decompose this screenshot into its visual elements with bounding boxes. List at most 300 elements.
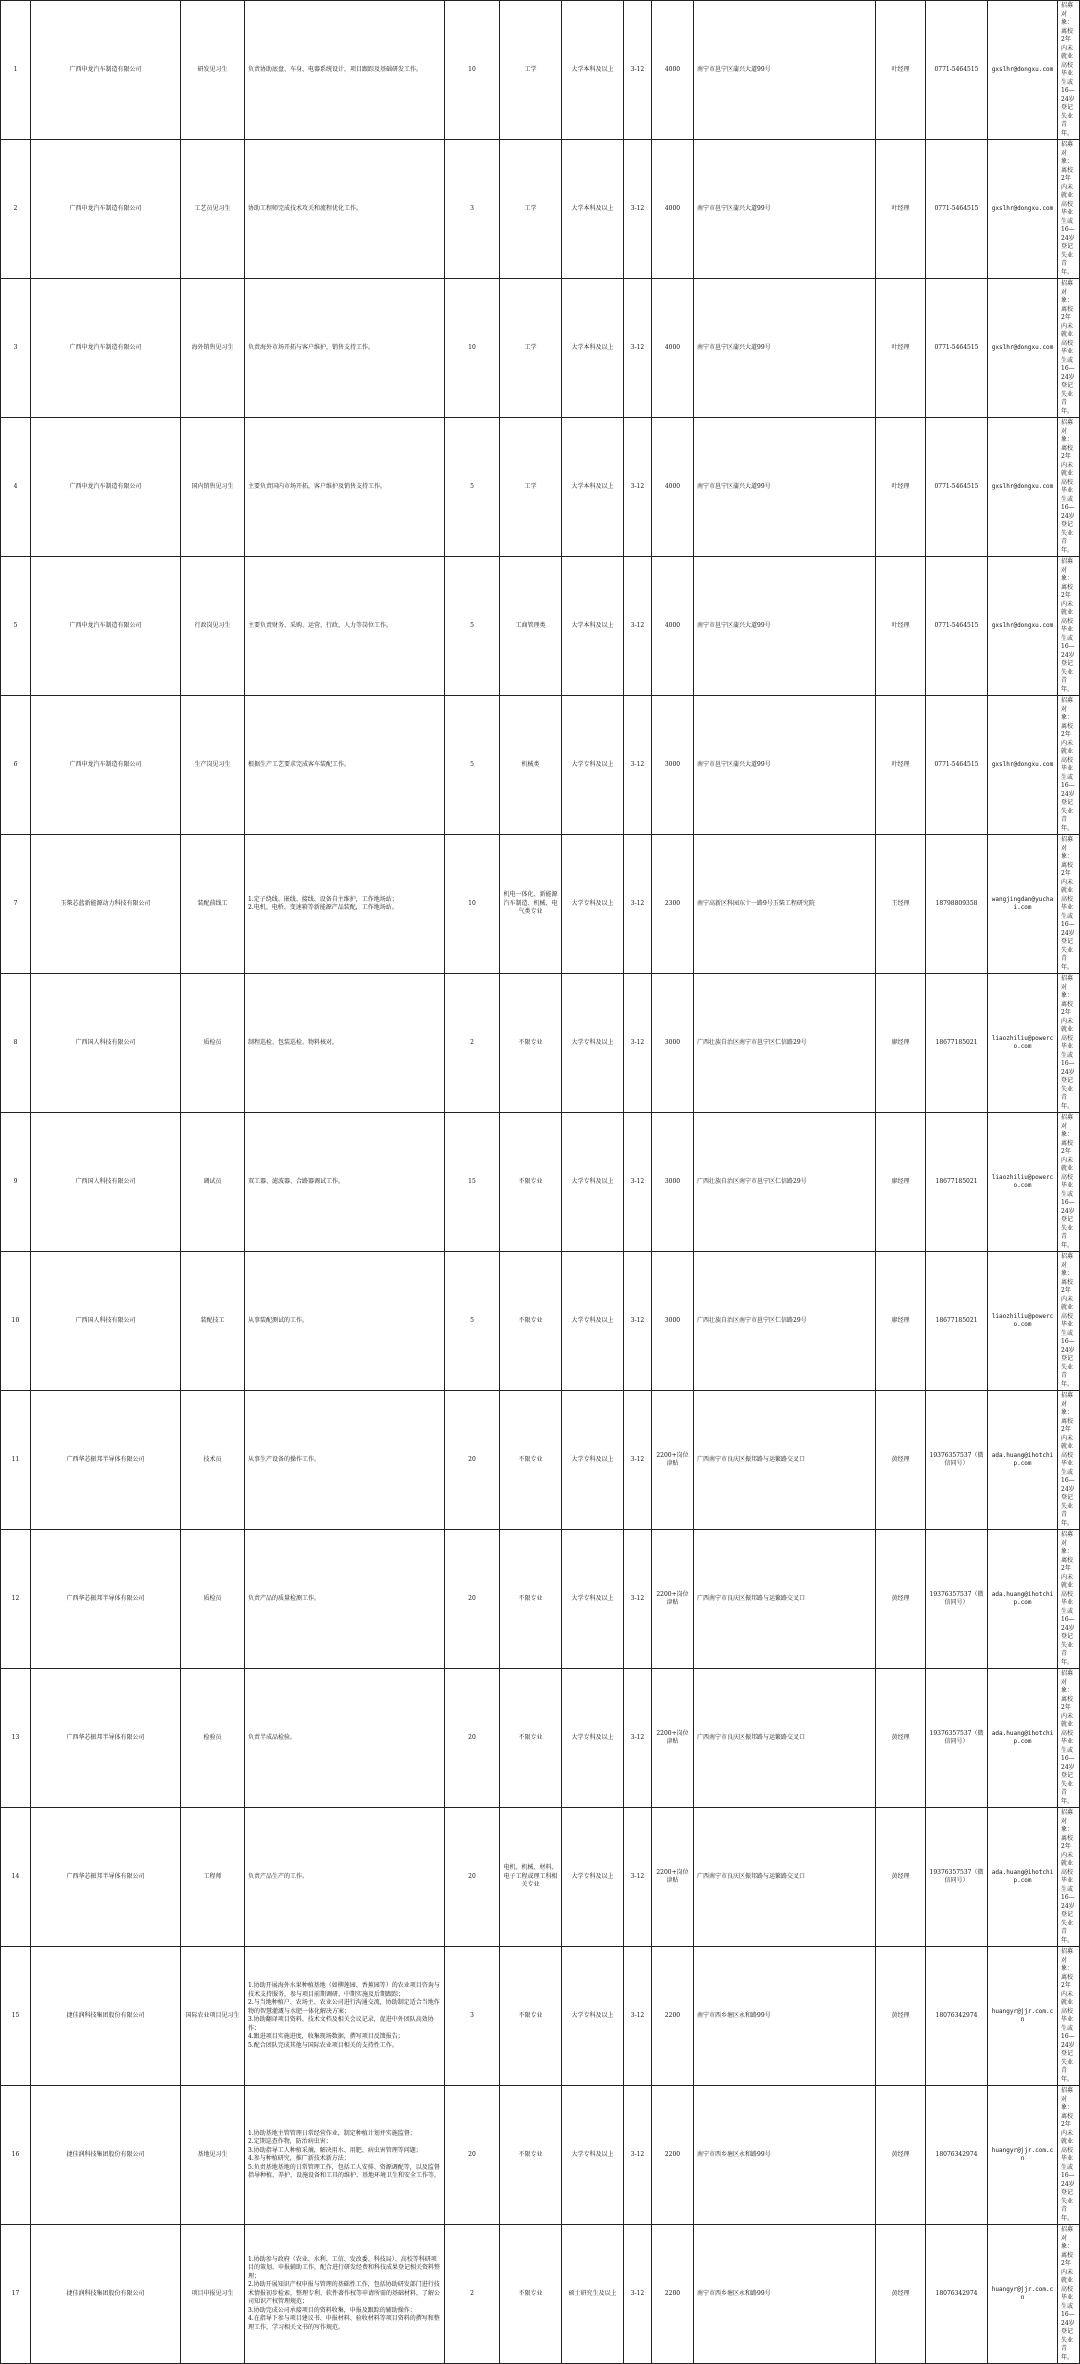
duty-description-line: 负责协助底盘、车身、电器系统设计，项目跟踪及基础研发工作。: [248, 65, 423, 73]
internship-months: 3-12: [624, 1669, 652, 1808]
headcount: 20: [445, 2086, 500, 2225]
position-title: 基地见习生: [181, 2086, 245, 2225]
duty-description: [245, 557, 445, 696]
position-title: 生产岗见习生: [181, 696, 245, 835]
duty-description-line: 4.跟进项目实施进度，收集现场数据，撰写项目反馈报告；: [248, 2033, 404, 2040]
company-name: 广西华芯振邦半导体有限公司: [31, 1530, 181, 1669]
contact-person: 黄经理: [876, 1530, 926, 1669]
duty-description-line: 1.协助参与政府（农业、水利、工信、发改委、科技局）、高校等科研项目的策划、申报辅助工作，配合进行研发经费和科技成果登记相关资料整理；: [248, 2255, 441, 2280]
table-row: [1, 1669, 1080, 1808]
subsidy-amount: 2200: [652, 2086, 694, 2225]
major-requirement: [500, 2225, 562, 2364]
subsidy-amount: 2200: [652, 1947, 694, 2086]
row-number: 17: [1, 2225, 31, 2364]
subsidy-amount: 2200+岗位津贴: [652, 1669, 694, 1808]
duty-description-line: 主要负责财务、采购、运营、行政、人力等岗位工作。: [248, 621, 393, 629]
major-requirement-line: 不限专业: [518, 1038, 543, 1046]
duty-description-line: 2.与当地种植户、农场主、农业公司进行沟通交流，协助制定适合当地作物的智慧灌溉与水肥一体化解决方案；: [248, 1999, 440, 2015]
position-title: 装配技工: [181, 1252, 245, 1391]
table-row: [1, 1252, 1080, 1391]
major-requirement: [500, 557, 562, 696]
work-address: 广西南宁市良庆区振邦路与运繁路交叉口: [694, 1808, 876, 1947]
contact-person: 叶经理: [876, 140, 926, 279]
contact-email: huangyr@jjr.com.cn: [988, 2225, 1058, 2364]
contact-email: gxslhr@dongxu.com: [988, 418, 1058, 557]
education-requirement: 大学本科及以上: [562, 279, 624, 418]
education-requirement: 大学本科及以上: [562, 557, 624, 696]
work-address: 南宁市邕宁区蒲兴大道99号: [694, 557, 876, 696]
contact-person: 廖经理: [876, 974, 926, 1113]
recruitment-target-note: 招募对象：离校2年内未就业高校毕业生或16—24岁登记失业青年。: [1058, 2225, 1080, 2364]
duty-description-line: 主要负责国内市场开拓，客户维护及销售支持工作。: [248, 482, 387, 490]
table-row: [1, 1391, 1080, 1530]
position-title: 项目申报见习生: [181, 2225, 245, 2364]
contact-email: liaozhiliu@powerco.com: [988, 1113, 1058, 1252]
row-number: 10: [1, 1252, 31, 1391]
recruitment-target-note: 招募对象：离校2年内未就业高校毕业生或16—24岁登记失业青年。: [1058, 1530, 1080, 1669]
duty-description-line: 负责海外市场开拓与客户维护，销售支持工作。: [248, 343, 375, 351]
row-number: 6: [1, 696, 31, 835]
subsidy-amount: 2200+岗位津贴: [652, 1530, 694, 1669]
contact-email: wangjingdan@yuchai.com: [988, 835, 1058, 974]
recruitment-target-note: 招募对象：离校2年内未就业高校毕业生或16—24岁登记失业青年。: [1058, 1, 1080, 140]
duty-description-line: 2.电机、电桥、变速箱等新能源产品装配，工作地场站。: [248, 904, 398, 911]
duty-description-line: 协助工程师完成技术攻关和流程优化工作。: [248, 204, 363, 212]
education-requirement: 大学专科及以上: [562, 1947, 624, 2086]
headcount: 3: [445, 1947, 500, 2086]
subsidy-amount: 4000: [652, 418, 694, 557]
contact-phone: 0771-5464515: [926, 696, 988, 835]
company-name: 广西申龙汽车制造有限公司: [31, 279, 181, 418]
contact-person: 叶经理: [876, 279, 926, 418]
subsidy-amount: 3000: [652, 974, 694, 1113]
recruitment-target-note: 招募对象：离校2年内未就业高校毕业生或16—24岁登记失业青年。: [1058, 835, 1080, 974]
duty-description: [245, 2086, 445, 2225]
major-requirement: [500, 1947, 562, 2086]
contact-person: 黄经理: [876, 1808, 926, 1947]
duty-description: [245, 696, 445, 835]
row-number: 4: [1, 418, 31, 557]
major-requirement-line: 工学: [524, 482, 537, 490]
major-requirement-line: 不限专业: [518, 1594, 543, 1602]
subsidy-amount: 3000: [652, 1252, 694, 1391]
contact-person: 王经理: [876, 835, 926, 974]
company-name: 玉柴芯蓝新能源动力科技有限公司: [31, 835, 181, 974]
contact-person: 黄经理: [876, 1391, 926, 1530]
major-requirement: [500, 835, 562, 974]
duty-description-line: 1.协助基地主管管理日常经营作业，制定种植计划并实施监督；: [248, 2129, 416, 2137]
table-row: [1, 835, 1080, 974]
subsidy-amount: 4000: [652, 279, 694, 418]
internship-months: 3-12: [624, 1947, 652, 2086]
contact-phone: 18677185021: [926, 1113, 988, 1252]
position-title: 国内销售见习生: [181, 418, 245, 557]
education-requirement: 大学本科及以上: [562, 418, 624, 557]
table-row: [1, 1808, 1080, 1947]
work-address: 广西壮族自治区南宁市邕宁区仁信路29号: [694, 1113, 876, 1252]
internship-months: 3-12: [624, 1808, 652, 1947]
internship-months: 3-12: [624, 1391, 652, 1530]
contact-person: 叶经理: [876, 418, 926, 557]
recruitment-target-note: 招募对象：离校2年内未就业高校毕业生或16—24岁登记失业青年。: [1058, 1808, 1080, 1947]
position-title: 技术员: [181, 1391, 245, 1530]
duty-description: [245, 974, 445, 1113]
company-name: 广西申龙汽车制造有限公司: [31, 140, 181, 279]
position-title: 调试员: [181, 1113, 245, 1252]
row-number: 7: [1, 835, 31, 974]
education-requirement: 大学本科及以上: [562, 140, 624, 279]
internship-months: 3-12: [624, 557, 652, 696]
table-row: [1, 2086, 1080, 2225]
contact-email: liaozhiliu@powerco.com: [988, 974, 1058, 1113]
contact-email: huangyr@jjr.com.cn: [988, 1947, 1058, 2086]
major-requirement: [500, 279, 562, 418]
internship-months: 3-12: [624, 1113, 652, 1252]
row-number: 8: [1, 974, 31, 1113]
headcount: 20: [445, 1669, 500, 1808]
contact-person: 叶经理: [876, 1, 926, 140]
contact-email: ada.huang@ihotchip.com: [988, 1391, 1058, 1530]
internship-months: 3-12: [624, 835, 652, 974]
contact-phone: 19376357537（微信同号）: [926, 1808, 988, 1947]
table-row: [1, 2225, 1080, 2364]
contact-phone: 0771-5464515: [926, 279, 988, 418]
recruitment-target-note: 招募对象：离校2年内未就业高校毕业生或16—24岁登记失业青年。: [1058, 696, 1080, 835]
headcount: 3: [445, 140, 500, 279]
table-row: [1, 418, 1080, 557]
company-name: 广西申龙汽车制造有限公司: [31, 418, 181, 557]
position-title: 质检员: [181, 974, 245, 1113]
contact-phone: 19376357537（微信同号）: [926, 1391, 988, 1530]
education-requirement: 大学专科及以上: [562, 1530, 624, 1669]
row-number: 1: [1, 1, 31, 140]
major-requirement: [500, 1669, 562, 1808]
company-name: 捷佳润科技集团股份有限公司: [31, 2225, 181, 2364]
major-requirement: [500, 1391, 562, 1530]
major-requirement-line: 不限专业: [518, 2150, 543, 2158]
major-requirement-line: 电机、机械、材料、电子工程或理工科相关专业: [503, 1864, 558, 1889]
subsidy-amount: 4000: [652, 1, 694, 140]
duty-description-line: 5.负责基地基地的日常管理工作，包括工人安排、资源调配等，以及监督指导种植、养护、设施设备和工具的维护、基地环境卫生和安全工作等。: [248, 2163, 441, 2179]
work-address: 南宁市西乡塘区永和路99号: [694, 2225, 876, 2364]
recruitment-target-note: 招募对象：离校2年内未就业高校毕业生或16—24岁登记失业青年。: [1058, 1669, 1080, 1808]
contact-person: 黄经理: [876, 2225, 926, 2364]
duty-description-line: 从事装配测试的工作。: [248, 1316, 309, 1324]
internship-months: 3-12: [624, 696, 652, 835]
company-name: 广西国人科技有限公司: [31, 1113, 181, 1252]
headcount: 2: [445, 974, 500, 1113]
company-name: 广西华芯振邦半导体有限公司: [31, 1669, 181, 1808]
contact-phone: 18677185021: [926, 1252, 988, 1391]
table-row: [1, 974, 1080, 1113]
contact-phone: 0771-5464515: [926, 140, 988, 279]
subsidy-amount: 3000: [652, 696, 694, 835]
major-requirement-line: 机械类: [521, 760, 540, 768]
internship-months: 3-12: [624, 140, 652, 279]
contact-phone: 0771-5464515: [926, 1, 988, 140]
major-requirement: [500, 2086, 562, 2225]
recruitment-target-note: 招募对象：离校2年内未就业高校毕业生或16—24岁登记失业青年。: [1058, 1391, 1080, 1530]
education-requirement: 大学专科及以上: [562, 1808, 624, 1947]
duty-description: [245, 835, 445, 974]
headcount: 2: [445, 2225, 500, 2364]
subsidy-amount: 2200+岗位津贴: [652, 1808, 694, 1947]
major-requirement: [500, 418, 562, 557]
duty-description-line: 1.协助开展海外水果种植基地（如柳莲园、香蕉园等）的农业项目咨询与技术支持服务，参与项目前期调研、中期实施及后期跟踪；: [248, 1982, 440, 1998]
major-requirement: [500, 1, 562, 140]
work-address: 南宁高新区科园东十一路9号玉柴工程研究院: [694, 835, 876, 974]
headcount: 10: [445, 1, 500, 140]
contact-phone: 19376357537（微信同号）: [926, 1669, 988, 1808]
recruitment-target-note: 招募对象：离校2年内未就业高校毕业生或16—24岁登记失业青年。: [1058, 557, 1080, 696]
duty-description: [245, 1947, 445, 2086]
work-address: 南宁市邕宁区蒲兴大道99号: [694, 696, 876, 835]
major-requirement-line: 工学: [524, 65, 537, 73]
duty-description-line: 4.在指导下参与项目建议书、申报材料、验收材料等项目资料的撰写和整理工作，学习相关文书的写作规范。: [248, 2315, 440, 2331]
subsidy-amount: 3000: [652, 1113, 694, 1252]
subsidy-amount: 4000: [652, 557, 694, 696]
row-number: 2: [1, 140, 31, 279]
recruitment-target-note: 招募对象：离校2年内未就业高校毕业生或16—24岁登记失业青年。: [1058, 1113, 1080, 1252]
major-requirement: [500, 1530, 562, 1669]
company-name: 捷佳润科技集团股份有限公司: [31, 1947, 181, 2086]
contact-phone: 18076342974: [926, 1947, 988, 2086]
recruitment-target-note: 招募对象：离校2年内未就业高校毕业生或16—24岁登记失业青年。: [1058, 1252, 1080, 1391]
subsidy-amount: 2300: [652, 835, 694, 974]
contact-phone: 0771-5464515: [926, 557, 988, 696]
recruitment-target-note: 招募对象：离校2年内未就业高校毕业生或16—24岁登记失业青年。: [1058, 418, 1080, 557]
duty-description-line: 5.配合团队完成其他与国际农业项目相关的支持性工作。: [248, 2041, 398, 2049]
major-requirement: [500, 140, 562, 279]
duty-description: [245, 1669, 445, 1808]
row-number: 12: [1, 1530, 31, 1669]
duty-description-line: 1.定子绕线、嵌线、接线、设备自主维护，工作地场站；: [248, 895, 398, 903]
table-row: [1, 696, 1080, 835]
contact-person: 廖经理: [876, 1113, 926, 1252]
major-requirement-line: 不限专业: [518, 2289, 543, 2297]
internship-months: 3-12: [624, 974, 652, 1113]
work-address: 南宁市邕宁区蒲兴大道99号: [694, 1, 876, 140]
position-title: 工艺员见习生: [181, 140, 245, 279]
duty-description-line: 3.协助翻译项目资料、技术文档及相关会议记录，促进中外团队高效协作；: [248, 2016, 434, 2032]
duty-description-line: 2.协助开展知识产权申报与管理的基础性工作，包括协助研发部门进行技术情报初步检索，整理专利、软件著作权等申请所需的基础材料，了解公司知识产权管理规范；: [248, 2281, 441, 2306]
contact-email: liaozhiliu@powerco.com: [988, 1252, 1058, 1391]
duty-description: [245, 2225, 445, 2364]
contact-email: gxslhr@dongxu.com: [988, 696, 1058, 835]
major-requirement-line: 工学: [524, 204, 537, 212]
row-number: 3: [1, 279, 31, 418]
subsidy-amount: 4000: [652, 140, 694, 279]
row-number: 9: [1, 1113, 31, 1252]
major-requirement-line: 不限专业: [518, 1177, 543, 1185]
education-requirement: 大学专科及以上: [562, 835, 624, 974]
row-number: 16: [1, 2086, 31, 2225]
headcount: 20: [445, 1530, 500, 1669]
row-number: 13: [1, 1669, 31, 1808]
table-row: [1, 1530, 1080, 1669]
duty-description-line: 4.参与种植研究，推广新技术新方法；: [248, 2155, 350, 2162]
internship-months: 3-12: [624, 418, 652, 557]
duty-description: [245, 1391, 445, 1530]
major-requirement-line: 机电一体化、新能源汽车制造、机械、电气类专业: [503, 891, 558, 916]
contact-person: 黄经理: [876, 2086, 926, 2225]
contact-phone: 18076342974: [926, 2225, 988, 2364]
contact-person: 廖经理: [876, 1252, 926, 1391]
internship-months: 3-12: [624, 2086, 652, 2225]
duty-description-line: 3.协助完成公司承接项目的资料收集，申报及跟踪的辅助操作；: [248, 2306, 416, 2314]
contact-phone: 18798809358: [926, 835, 988, 974]
major-requirement-line: 不限专业: [518, 1455, 543, 1463]
recruitment-target-note: 招募对象：离校2年内未就业高校毕业生或16—24岁登记失业青年。: [1058, 279, 1080, 418]
education-requirement: 大学专科及以上: [562, 1391, 624, 1530]
contact-email: gxslhr@dongxu.com: [988, 279, 1058, 418]
work-address: 南宁市西乡塘区永和路99号: [694, 1947, 876, 2086]
row-number: 14: [1, 1808, 31, 1947]
major-requirement-line: 工商管理类: [515, 621, 546, 629]
contact-person: 叶经理: [876, 557, 926, 696]
recruitment-target-note: 招募对象：离校2年内未就业高校毕业生或16—24岁登记失业青年。: [1058, 140, 1080, 279]
work-address: 南宁市邕宁区蒲兴大道99号: [694, 279, 876, 418]
work-address: 南宁市西乡塘区永和路99号: [694, 2086, 876, 2225]
headcount: 5: [445, 418, 500, 557]
position-title: 研发见习生: [181, 1, 245, 140]
duty-description: [245, 1, 445, 140]
education-requirement: 硕士研究生及以上: [562, 2225, 624, 2364]
position-title: 海外销售见习生: [181, 279, 245, 418]
education-requirement: 大学专科及以上: [562, 696, 624, 835]
contact-email: ada.huang@ihotchip.com: [988, 1669, 1058, 1808]
major-requirement: [500, 1808, 562, 1947]
work-address: 南宁市邕宁区蒲兴大道99号: [694, 418, 876, 557]
duty-description-line: 从事生产设备的操作工作。: [248, 1455, 321, 1463]
headcount: 5: [445, 696, 500, 835]
company-name: 广西申龙汽车制造有限公司: [31, 1, 181, 140]
education-requirement: 大学专科及以上: [562, 974, 624, 1113]
contact-email: ada.huang@ihotchip.com: [988, 1808, 1058, 1947]
recruitment-target-note: 招募对象：离校2年内未就业高校毕业生或16—24岁登记失业青年。: [1058, 974, 1080, 1113]
duty-description-line: 制程巡检、包装巡检、物料核对。: [248, 1038, 339, 1046]
recruitment-target-note: 招募对象：离校2年内未就业高校毕业生或16—24岁登记失业青年。: [1058, 2086, 1080, 2225]
internship-months: 3-12: [624, 2225, 652, 2364]
major-requirement: [500, 1252, 562, 1391]
education-requirement: 大学专科及以上: [562, 1252, 624, 1391]
table-row: [1, 557, 1080, 696]
education-requirement: 大学专科及以上: [562, 1113, 624, 1252]
duty-description: [245, 1252, 445, 1391]
position-title: 质检员: [181, 1530, 245, 1669]
company-name: 广西国人科技有限公司: [31, 1252, 181, 1391]
headcount: 10: [445, 835, 500, 974]
position-title: 装配前线工: [181, 835, 245, 974]
work-address: 广西壮族自治区南宁市邕宁区仁信路29号: [694, 974, 876, 1113]
company-name: 广西华芯振邦半导体有限公司: [31, 1391, 181, 1530]
education-requirement: 大学本科及以上: [562, 1, 624, 140]
work-address: 广西壮族自治区南宁市邕宁区仁信路29号: [694, 1252, 876, 1391]
company-name: 广西国人科技有限公司: [31, 974, 181, 1113]
headcount: 5: [445, 557, 500, 696]
headcount: 20: [445, 1808, 500, 1947]
contact-email: gxslhr@dongxu.com: [988, 1, 1058, 140]
contact-phone: 0771-5464515: [926, 418, 988, 557]
company-name: 广西申龙汽车制造有限公司: [31, 557, 181, 696]
duty-description-line: 根据生产工艺要求完成客车装配工作。: [248, 760, 351, 768]
contact-phone: 18076342974: [926, 2086, 988, 2225]
duty-description-line: 负责产品生产的工作。: [248, 1872, 309, 1880]
work-address: 广西南宁市良庆区振邦路与运繁路交叉口: [694, 1530, 876, 1669]
major-requirement-line: 不限专业: [518, 1316, 543, 1324]
headcount: 20: [445, 1391, 500, 1530]
work-address: 南宁市邕宁区蒲兴大道99号: [694, 140, 876, 279]
row-number: 5: [1, 557, 31, 696]
row-number: 11: [1, 1391, 31, 1530]
row-number: 15: [1, 1947, 31, 2086]
major-requirement: [500, 1113, 562, 1252]
table-row: [1, 1947, 1080, 2086]
recruitment-target-note: 招募对象：离校2年内未就业高校毕业生或16—24岁登记失业青年。: [1058, 1947, 1080, 2086]
subsidy-amount: 2200: [652, 2225, 694, 2364]
table-row: [1, 279, 1080, 418]
company-name: 广西华芯振邦半导体有限公司: [31, 1808, 181, 1947]
major-requirement-line: 不限专业: [518, 1733, 543, 1741]
internship-months: 3-12: [624, 279, 652, 418]
table-row: [1, 1, 1080, 140]
duty-description: [245, 418, 445, 557]
internship-months: 3-12: [624, 1530, 652, 1669]
company-name: 广西申龙汽车制造有限公司: [31, 696, 181, 835]
subsidy-amount: 2200+岗位津贴: [652, 1391, 694, 1530]
major-requirement-line: 不限专业: [518, 2011, 543, 2019]
headcount: 10: [445, 279, 500, 418]
headcount: 15: [445, 1113, 500, 1252]
position-title: 工程师: [181, 1808, 245, 1947]
headcount: 5: [445, 1252, 500, 1391]
duty-description: [245, 279, 445, 418]
duty-description: [245, 1113, 445, 1252]
contact-phone: 18677185021: [926, 974, 988, 1113]
position-title: 国际农业项目见习生: [181, 1947, 245, 2086]
major-requirement-line: 工学: [524, 343, 537, 351]
position-title: 检验员: [181, 1669, 245, 1808]
duty-description-line: 负责半成品检验。: [248, 1733, 297, 1741]
education-requirement: 大学专科及以上: [562, 1669, 624, 1808]
table-row: [1, 140, 1080, 279]
internship-months: 3-12: [624, 1252, 652, 1391]
contact-person: 叶经理: [876, 696, 926, 835]
major-requirement: [500, 974, 562, 1113]
table-row: [1, 1113, 1080, 1252]
contact-email: ada.huang@ihotchip.com: [988, 1530, 1058, 1669]
duty-description: [245, 1808, 445, 1947]
work-address: 广西南宁市良庆区振邦路与运繁路交叉口: [694, 1669, 876, 1808]
contact-person: 黄经理: [876, 1947, 926, 2086]
duty-description-line: 2.定期巡查作物，防治病虫害；: [248, 2138, 332, 2145]
work-address: 广西南宁市良庆区振邦路与运繁路交叉口: [694, 1391, 876, 1530]
internship-months: 3-12: [624, 1, 652, 140]
contact-email: huangyr@jjr.com.cn: [988, 2086, 1058, 2225]
position-title: 行政岗见习生: [181, 557, 245, 696]
contact-email: gxslhr@dongxu.com: [988, 557, 1058, 696]
major-requirement: [500, 696, 562, 835]
duty-description-line: 3.协助指导工人种植采摘，解决用水、用肥、病虫害管理等问题；: [248, 2146, 422, 2154]
duty-description-line: 负责产品的质量检测工作。: [248, 1594, 321, 1602]
contact-person: 黄经理: [876, 1669, 926, 1808]
duty-description: [245, 140, 445, 279]
contact-email: gxslhr@dongxu.com: [988, 140, 1058, 279]
duty-description: [245, 1530, 445, 1669]
education-requirement: 大学专科及以上: [562, 2086, 624, 2225]
company-name: 捷佳润科技集团股份有限公司: [31, 2086, 181, 2225]
duty-description-line: 双工器、滤波器、合路器调试工作。: [248, 1177, 345, 1185]
